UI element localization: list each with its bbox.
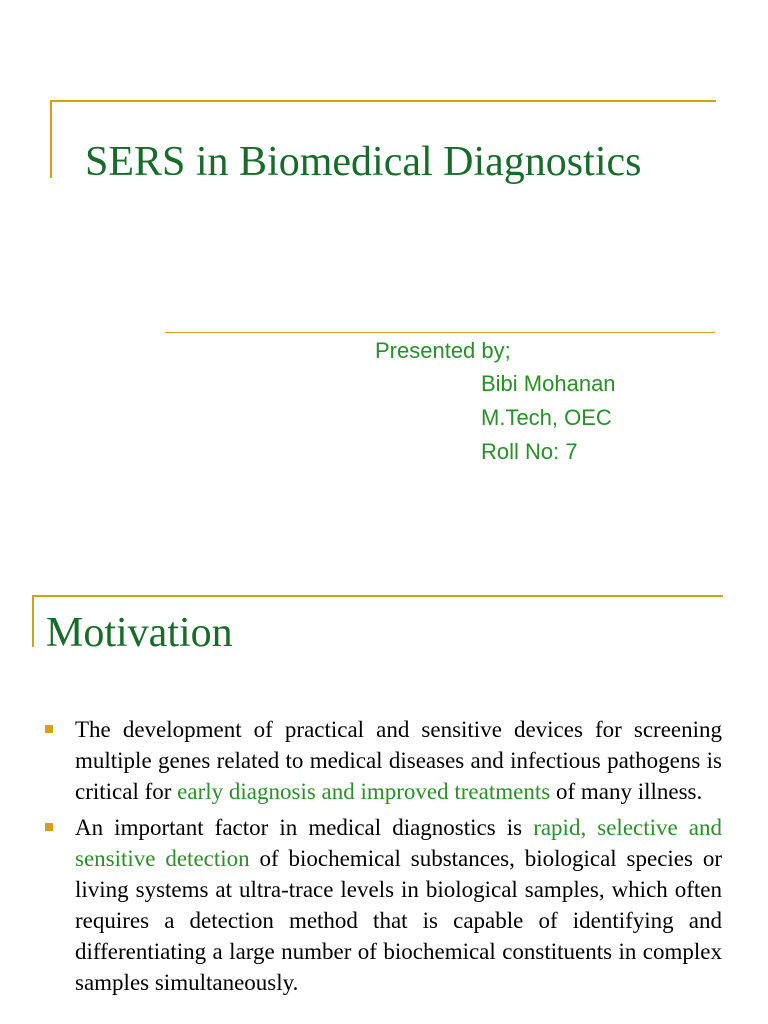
bullet-text: An important factor in medical diagnostics is	[75, 815, 534, 840]
bullet-highlight: early diagnosis and improved treatments	[177, 779, 551, 804]
slide-title: SERS in Biomedical Diagnostics	[85, 139, 642, 185]
presenter-name: Bibi Mohanan	[481, 371, 616, 396]
title-frame-left	[50, 100, 52, 178]
bullet-square-icon	[45, 823, 53, 831]
title-frame-top	[50, 100, 716, 102]
bullet-text: The development of practical and sensitive devices for screening multiple genes related to medical diseases and infectious pathogens is critical for	[75, 717, 722, 804]
bullet-text: of many illness.	[550, 779, 703, 804]
motivation-bullet-list	[45, 714, 722, 1003]
presented-by-label: Presented by;	[375, 338, 511, 363]
motivation-slide	[0, 585, 768, 1024]
motivation-frame-top	[32, 595, 723, 597]
motivation-heading: Motivation	[46, 610, 233, 656]
bullet-text: of biochemical substances, biological species or living systems at ultra-trace levels in biological samples, which often requires a detection method that is capable of identifying and differentiating a large number of biochemical constituents in complex samples simultaneously.	[75, 846, 722, 995]
motivation-frame-left	[32, 595, 34, 647]
bullet-item	[45, 714, 722, 807]
presenter-degree: M.Tech, OEC	[481, 405, 612, 430]
bullet-highlight: rapid, selective and sensitive detection	[75, 815, 723, 871]
title-divider	[165, 332, 715, 333]
bullet-square-icon	[45, 725, 53, 733]
bullet-item	[45, 812, 722, 998]
presenter-roll: Roll No: 7	[481, 439, 578, 464]
